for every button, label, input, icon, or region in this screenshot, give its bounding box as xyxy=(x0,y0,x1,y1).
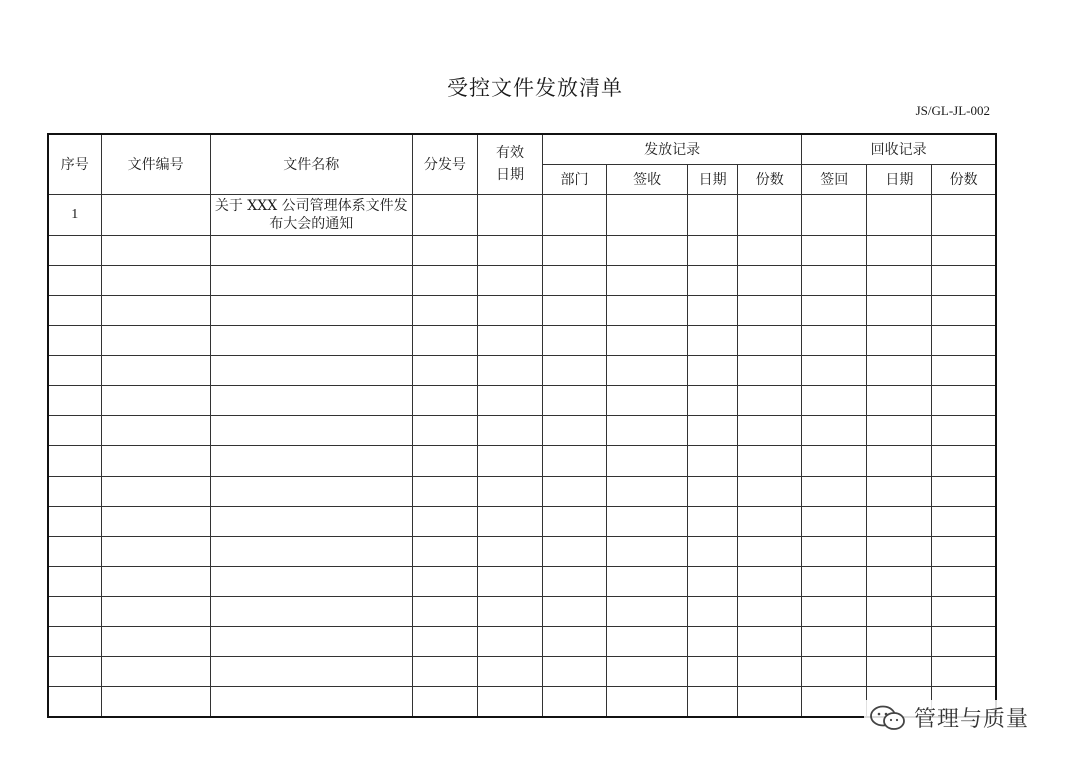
cell-recall-sign xyxy=(802,687,867,717)
cell-valid-date xyxy=(477,386,542,416)
table-row xyxy=(48,265,996,295)
cell-valid-date xyxy=(477,265,542,295)
cell-valid-date xyxy=(477,687,542,717)
cell-seq xyxy=(48,566,101,596)
cell-recall-date xyxy=(867,446,932,476)
cell-dist-no xyxy=(412,446,477,476)
cell-recall-copies xyxy=(932,356,996,386)
cell-recall-date xyxy=(867,295,932,325)
header-seq: 序号 xyxy=(48,134,101,194)
cell-issue-sign xyxy=(607,235,688,265)
cell-issue-date xyxy=(688,386,738,416)
cell-recall-copies xyxy=(932,536,996,566)
cell-issue-date xyxy=(688,687,738,717)
cell-file-no xyxy=(101,476,210,506)
cell-issue-copies xyxy=(738,687,802,717)
cell-issue-sign xyxy=(607,627,688,657)
wechat-icon xyxy=(868,704,908,732)
cell-recall-copies xyxy=(932,194,996,235)
cell-recall-date xyxy=(867,506,932,536)
cell-recall-sign xyxy=(802,416,867,446)
cell-issue-date xyxy=(688,235,738,265)
cell-file-name xyxy=(210,265,412,295)
cell-issue-copies xyxy=(738,657,802,687)
table-row xyxy=(48,657,996,687)
cell-recall-copies xyxy=(932,386,996,416)
distribution-table xyxy=(47,133,997,718)
cell-issue-dept xyxy=(542,325,606,355)
cell-valid-date xyxy=(477,536,542,566)
table-row xyxy=(48,596,996,626)
cell-file-no xyxy=(101,416,210,446)
cell-seq xyxy=(48,596,101,626)
cell-dist-no xyxy=(412,627,477,657)
cell-issue-dept xyxy=(542,596,606,626)
watermark xyxy=(864,700,1033,735)
cell-seq xyxy=(48,416,101,446)
cell-recall-sign xyxy=(802,446,867,476)
cell-issue-date xyxy=(688,356,738,386)
cell-recall-sign xyxy=(802,627,867,657)
cell-issue-copies xyxy=(738,356,802,386)
cell-seq xyxy=(48,265,101,295)
cell-recall-sign xyxy=(802,536,867,566)
header-file-no: 文件编号 xyxy=(101,134,210,194)
table-row xyxy=(48,627,996,657)
table-row xyxy=(48,235,996,265)
cell-issue-copies xyxy=(738,265,802,295)
cell-dist-no xyxy=(412,265,477,295)
cell-issue-sign xyxy=(607,416,688,446)
cell-recall-copies xyxy=(932,627,996,657)
watermark-text: 管理与质量 xyxy=(914,707,1030,732)
header-issue-record: 发放记录 xyxy=(542,134,801,164)
cell-file-no xyxy=(101,386,210,416)
cell-dist-no xyxy=(412,687,477,717)
cell-file-name xyxy=(210,416,412,446)
cell-issue-copies xyxy=(738,506,802,536)
table-row xyxy=(48,386,996,416)
cell-valid-date xyxy=(477,476,542,506)
cell-issue-sign xyxy=(607,596,688,626)
cell-issue-dept xyxy=(542,265,606,295)
cell-recall-date xyxy=(867,356,932,386)
cell-recall-date xyxy=(867,325,932,355)
cell-dist-no xyxy=(412,325,477,355)
cell-seq xyxy=(48,235,101,265)
cell-issue-dept xyxy=(542,235,606,265)
header-recall-sign: 签回 xyxy=(802,164,867,194)
cell-issue-dept xyxy=(542,506,606,536)
cell-issue-copies xyxy=(738,446,802,476)
cell-dist-no xyxy=(412,194,477,235)
cell-seq: 1 xyxy=(48,194,101,235)
cell-seq xyxy=(48,536,101,566)
cell-recall-copies xyxy=(932,446,996,476)
cell-issue-sign xyxy=(607,506,688,536)
cell-file-no xyxy=(101,687,210,717)
cell-recall-copies xyxy=(932,295,996,325)
table-row xyxy=(48,356,996,386)
table-row xyxy=(48,687,996,717)
cell-recall-date xyxy=(867,265,932,295)
cell-recall-date xyxy=(867,476,932,506)
cell-issue-sign xyxy=(607,295,688,325)
cell-issue-copies xyxy=(738,386,802,416)
cell-file-name xyxy=(210,476,412,506)
cell-valid-date xyxy=(477,194,542,235)
cell-recall-date xyxy=(867,416,932,446)
header-issue-sign: 签收 xyxy=(607,164,688,194)
cell-recall-copies xyxy=(932,476,996,506)
cell-file-name xyxy=(210,386,412,416)
cell-issue-date xyxy=(688,446,738,476)
cell-recall-sign xyxy=(802,235,867,265)
cell-issue-dept xyxy=(542,295,606,325)
cell-issue-date xyxy=(688,325,738,355)
cell-file-name xyxy=(210,566,412,596)
cell-issue-dept xyxy=(542,194,606,235)
cell-recall-sign xyxy=(802,386,867,416)
cell-file-name xyxy=(210,536,412,566)
table-row xyxy=(48,536,996,566)
cell-file-no xyxy=(101,356,210,386)
cell-issue-copies xyxy=(738,566,802,596)
header-valid-date xyxy=(477,134,542,194)
cell-recall-sign xyxy=(802,506,867,536)
cell-valid-date xyxy=(477,235,542,265)
cell-issue-copies xyxy=(738,476,802,506)
table-row xyxy=(48,566,996,596)
cell-file-name xyxy=(210,356,412,386)
cell-file-name xyxy=(210,446,412,476)
table-row xyxy=(48,476,996,506)
cell-recall-date xyxy=(867,194,932,235)
table-row xyxy=(48,446,996,476)
cell-issue-copies xyxy=(738,325,802,355)
cell-issue-date xyxy=(688,194,738,235)
cell-issue-date xyxy=(688,295,738,325)
header-issue-dept: 部门 xyxy=(542,164,606,194)
header-recall-record: 回收记录 xyxy=(802,134,996,164)
cell-dist-no xyxy=(412,356,477,386)
header-issue-date: 日期 xyxy=(688,164,738,194)
cell-recall-copies xyxy=(932,566,996,596)
cell-issue-dept xyxy=(542,416,606,446)
table-row xyxy=(48,416,996,446)
header-valid-date-line1: 有效 xyxy=(495,145,524,162)
cell-recall-date xyxy=(867,386,932,416)
cell-file-name xyxy=(210,325,412,355)
cell-issue-sign xyxy=(607,657,688,687)
cell-seq xyxy=(48,476,101,506)
cell-seq xyxy=(48,295,101,325)
cell-recall-copies xyxy=(932,657,996,687)
cell-issue-date xyxy=(688,506,738,536)
header-recall-date: 日期 xyxy=(867,164,932,194)
cell-issue-copies xyxy=(738,536,802,566)
cell-issue-date xyxy=(688,657,738,687)
cell-recall-copies xyxy=(932,506,996,536)
cell-valid-date xyxy=(477,566,542,596)
cell-issue-sign xyxy=(607,356,688,386)
cell-issue-dept xyxy=(542,446,606,476)
cell-issue-dept xyxy=(542,476,606,506)
cell-valid-date xyxy=(477,446,542,476)
header-issue-copies: 份数 xyxy=(738,164,802,194)
cell-issue-date xyxy=(688,536,738,566)
cell-recall-sign xyxy=(802,476,867,506)
cell-file-name xyxy=(210,657,412,687)
cell-issue-date xyxy=(688,627,738,657)
cell-recall-copies xyxy=(932,235,996,265)
cell-valid-date xyxy=(477,506,542,536)
cell-issue-dept xyxy=(542,386,606,416)
cell-recall-sign xyxy=(802,295,867,325)
cell-file-name xyxy=(210,627,412,657)
table-row xyxy=(48,325,996,355)
cell-issue-copies xyxy=(738,416,802,446)
cell-recall-copies xyxy=(932,325,996,355)
cell-file-name xyxy=(210,596,412,626)
cell-dist-no xyxy=(412,476,477,506)
cell-seq xyxy=(48,446,101,476)
cell-issue-date xyxy=(688,476,738,506)
cell-dist-no xyxy=(412,566,477,596)
header-dist-no: 分发号 xyxy=(412,134,477,194)
cell-file-name xyxy=(210,506,412,536)
cell-file-no xyxy=(101,657,210,687)
cell-recall-copies xyxy=(932,265,996,295)
cell-file-no xyxy=(101,194,210,235)
cell-issue-sign xyxy=(607,687,688,717)
cell-recall-sign xyxy=(802,194,867,235)
cell-seq xyxy=(48,627,101,657)
cell-issue-dept xyxy=(542,657,606,687)
cell-issue-sign xyxy=(607,194,688,235)
cell-file-no xyxy=(101,235,210,265)
cell-issue-copies xyxy=(738,194,802,235)
cell-seq xyxy=(48,356,101,386)
cell-recall-date xyxy=(867,536,932,566)
cell-issue-sign xyxy=(607,386,688,416)
document-code: JS/GL-JL-002 xyxy=(915,103,990,118)
cell-recall-date xyxy=(867,235,932,265)
cell-recall-date xyxy=(867,566,932,596)
cell-recall-sign xyxy=(802,657,867,687)
cell-dist-no xyxy=(412,506,477,536)
cell-seq xyxy=(48,386,101,416)
cell-issue-sign xyxy=(607,325,688,355)
cell-dist-no xyxy=(412,596,477,626)
cell-issue-dept xyxy=(542,627,606,657)
cell-valid-date xyxy=(477,295,542,325)
cell-valid-date xyxy=(477,627,542,657)
cell-issue-dept xyxy=(542,687,606,717)
cell-valid-date xyxy=(477,325,542,355)
cell-issue-date xyxy=(688,416,738,446)
cell-valid-date xyxy=(477,416,542,446)
cell-recall-copies xyxy=(932,596,996,626)
cell-file-name: 关于 XXX 公司管理体系文件发布大会的通知 xyxy=(210,194,412,235)
cell-file-name xyxy=(210,235,412,265)
cell-file-no xyxy=(101,295,210,325)
cell-recall-sign xyxy=(802,265,867,295)
cell-dist-no xyxy=(412,295,477,325)
cell-issue-sign xyxy=(607,446,688,476)
cell-recall-sign xyxy=(802,356,867,386)
header-recall-copies: 份数 xyxy=(932,164,996,194)
cell-issue-sign xyxy=(607,265,688,295)
cell-valid-date xyxy=(477,356,542,386)
cell-recall-sign xyxy=(802,566,867,596)
document-title: 受控文件发放清单 xyxy=(447,76,623,100)
cell-recall-copies xyxy=(932,416,996,446)
cell-recall-date xyxy=(867,657,932,687)
cell-file-no xyxy=(101,506,210,536)
cell-issue-sign xyxy=(607,566,688,596)
cell-recall-date xyxy=(867,627,932,657)
cell-issue-dept xyxy=(542,536,606,566)
cell-file-name xyxy=(210,687,412,717)
cell-valid-date xyxy=(477,596,542,626)
cell-dist-no xyxy=(412,235,477,265)
table-row xyxy=(48,506,996,536)
cell-recall-sign xyxy=(802,596,867,626)
table-row xyxy=(48,295,996,325)
cell-seq xyxy=(48,687,101,717)
cell-recall-date xyxy=(867,596,932,626)
header-valid-date-line2: 日期 xyxy=(495,167,524,184)
cell-file-name xyxy=(210,295,412,325)
cell-file-no xyxy=(101,566,210,596)
cell-issue-copies xyxy=(738,627,802,657)
cell-dist-no xyxy=(412,416,477,446)
cell-dist-no xyxy=(412,386,477,416)
cell-issue-date xyxy=(688,566,738,596)
cell-dist-no xyxy=(412,536,477,566)
cell-issue-date xyxy=(688,596,738,626)
cell-issue-copies xyxy=(738,596,802,626)
cell-issue-dept xyxy=(542,566,606,596)
cell-issue-copies xyxy=(738,235,802,265)
cell-file-no xyxy=(101,596,210,626)
cell-issue-sign xyxy=(607,536,688,566)
cell-seq xyxy=(48,325,101,355)
cell-seq xyxy=(48,657,101,687)
cell-issue-date xyxy=(688,265,738,295)
header-file-name: 文件名称 xyxy=(210,134,412,194)
cell-file-no xyxy=(101,265,210,295)
cell-file-no xyxy=(101,536,210,566)
cell-file-no xyxy=(101,446,210,476)
cell-seq xyxy=(48,506,101,536)
cell-file-no xyxy=(101,627,210,657)
cell-issue-dept xyxy=(542,356,606,386)
cell-issue-sign xyxy=(607,476,688,506)
cell-valid-date xyxy=(477,657,542,687)
cell-recall-sign xyxy=(802,325,867,355)
cell-dist-no xyxy=(412,657,477,687)
cell-issue-copies xyxy=(738,295,802,325)
table-row xyxy=(48,194,996,235)
cell-file-no xyxy=(101,325,210,355)
